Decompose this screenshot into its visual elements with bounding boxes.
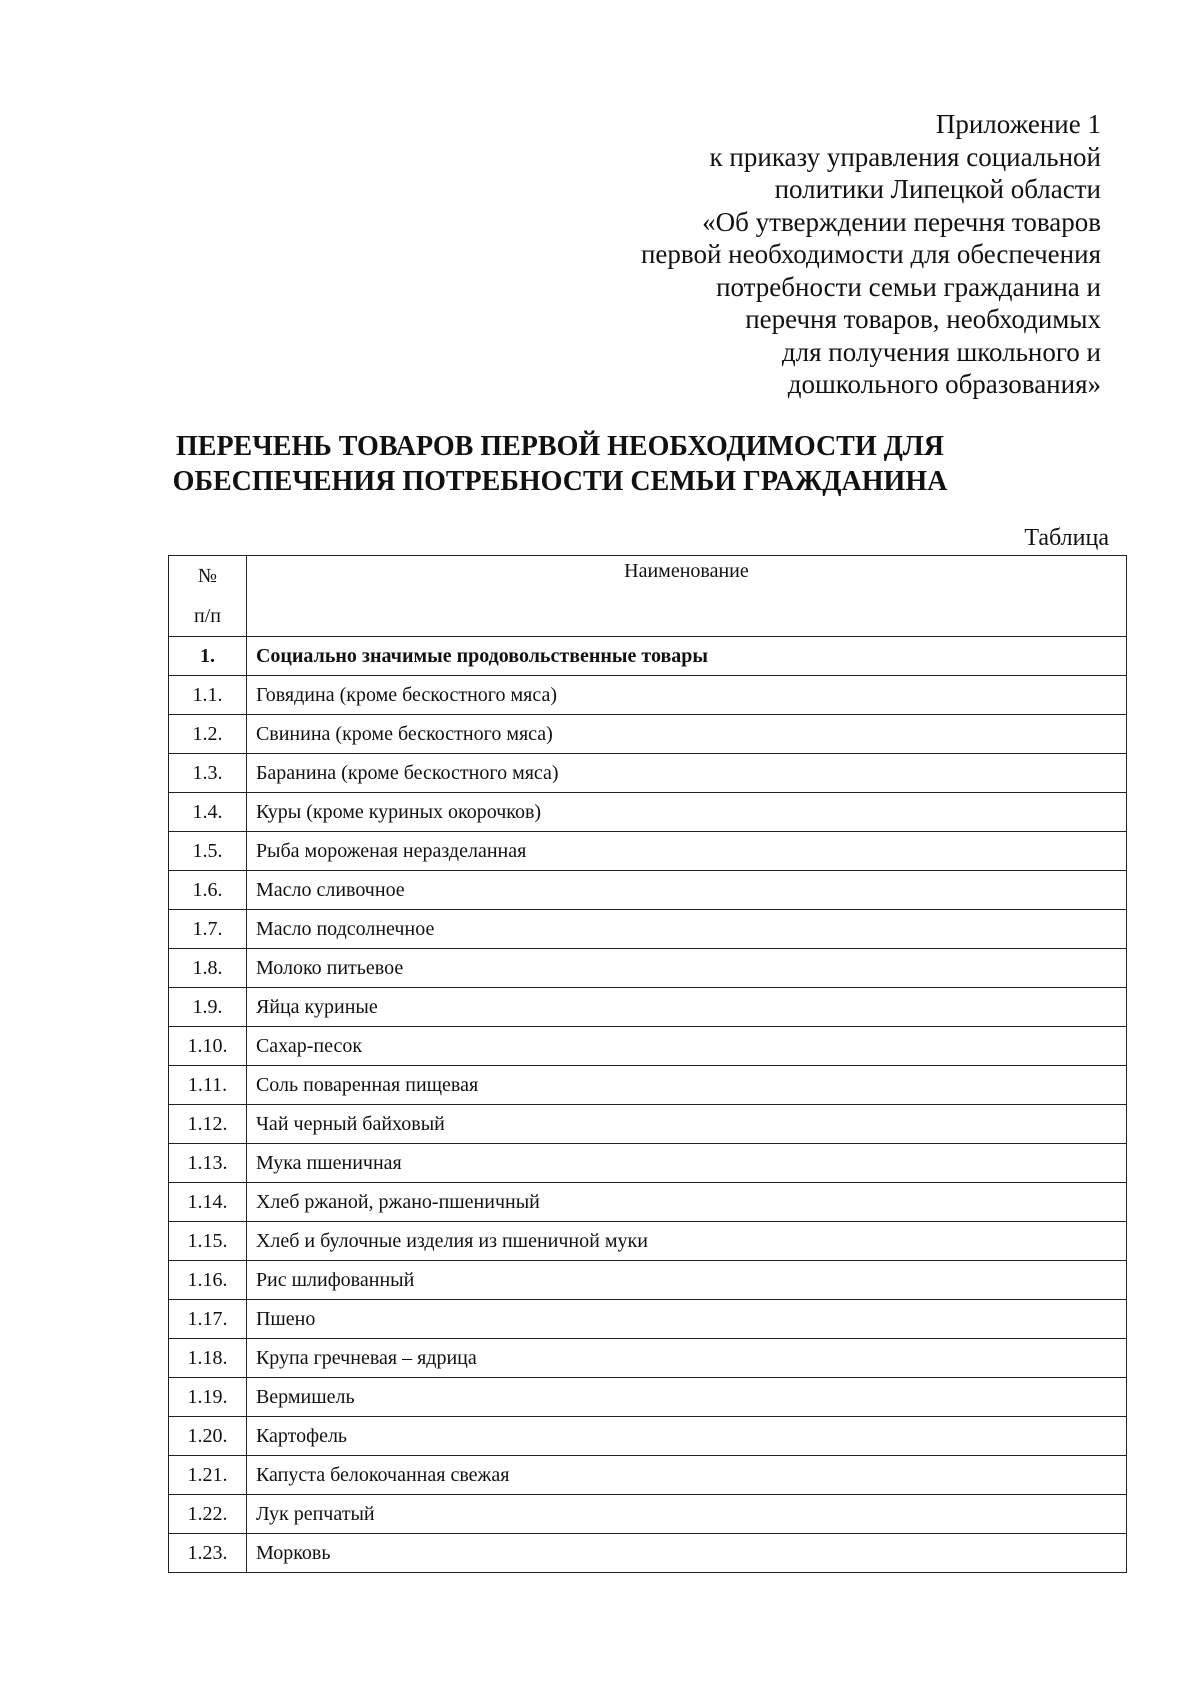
row-name: Свинина (кроме бескостного мяса) — [246, 715, 1126, 754]
table-row — [169, 676, 1127, 715]
table-row — [169, 949, 1127, 988]
appendix-line: для получения школьного и — [781, 336, 1101, 367]
appendix-line: Приложение 1 — [935, 109, 1101, 139]
table-row — [169, 832, 1127, 871]
table-row — [169, 754, 1127, 793]
table-row — [169, 793, 1127, 832]
row-name: Вермишель — [246, 1378, 1126, 1417]
table-row — [169, 1456, 1127, 1495]
appendix-line: «Об утверждении перечня товаров — [702, 206, 1101, 237]
table-row — [169, 1105, 1127, 1144]
row-name: Пшено — [246, 1300, 1126, 1339]
table-row — [169, 871, 1127, 910]
row-number: 1.16. — [169, 1261, 247, 1300]
table-row — [169, 1183, 1127, 1222]
row-number: 1.2. — [169, 715, 247, 754]
header-number-symbol: № — [197, 565, 218, 587]
row-number: 1.7. — [169, 910, 247, 949]
table-row — [169, 910, 1127, 949]
row-number: 1.8. — [169, 949, 247, 988]
table-row — [169, 1378, 1127, 1417]
row-number: 1.4. — [169, 793, 247, 832]
header-name-cell: Наименование — [246, 556, 1126, 637]
row-number: 1.1. — [169, 676, 247, 715]
table-row — [169, 1417, 1127, 1456]
table-row — [169, 1300, 1127, 1339]
appendix-line: к приказу управления социальной — [709, 141, 1101, 172]
table-row — [169, 1027, 1127, 1066]
row-name: Мука пшеничная — [246, 1144, 1126, 1183]
row-number: 1.17. — [169, 1300, 247, 1339]
table-row — [169, 1144, 1127, 1183]
row-name: Масло подсолнечное — [246, 910, 1126, 949]
row-name: Куры (кроме куриных окорочков) — [246, 793, 1126, 832]
row-number: 1.21. — [169, 1456, 247, 1495]
row-number: 1.22. — [169, 1495, 247, 1534]
row-number: 1.19. — [169, 1378, 247, 1417]
row-name: Хлеб и булочные изделия из пшеничной муки — [246, 1222, 1126, 1261]
header-number-abbrev: п/п — [193, 605, 221, 627]
row-name: Говядина (кроме бескостного мяса) — [246, 676, 1126, 715]
appendix-reference — [541, 108, 1101, 401]
row-number: 1.12. — [169, 1105, 247, 1144]
row-number: 1.14. — [169, 1183, 247, 1222]
row-name: Сахар-песок — [246, 1027, 1126, 1066]
table-header-row — [169, 556, 1127, 637]
row-number: 1.13. — [169, 1144, 247, 1183]
appendix-line: перечня товаров, необходимых — [745, 304, 1101, 334]
table-row — [169, 1534, 1127, 1573]
row-name: Соль поваренная пищевая — [246, 1066, 1126, 1105]
row-number: 1.9. — [169, 988, 247, 1027]
table-row — [169, 1222, 1127, 1261]
document-title-line-1: ПЕРЕЧЕНЬ ТОВАРОВ ПЕРВОЙ НЕОБХОДИМОСТИ ДЛЯ — [175, 431, 944, 462]
row-number: 1.10. — [169, 1027, 247, 1066]
row-number: 1.5. — [169, 832, 247, 871]
header-number-cell — [169, 556, 247, 637]
table-row — [169, 715, 1127, 754]
table-row — [169, 1261, 1127, 1300]
goods-table — [168, 555, 1127, 1573]
row-number: 1.3. — [169, 754, 247, 793]
row-name: Баранина (кроме бескостного мяса) — [246, 754, 1126, 793]
row-number: 1. — [169, 637, 247, 676]
document-title-line-2: ОБЕСПЕЧЕНИЯ ПОТРЕБНОСТИ СЕМЬИ ГРАЖДАНИНА — [172, 466, 948, 497]
row-number: 1.15. — [169, 1222, 247, 1261]
row-name: Лук репчатый — [246, 1495, 1126, 1534]
appendix-line: потребности семьи гражданина и — [716, 271, 1101, 302]
document-title — [160, 429, 960, 499]
row-name: Морковь — [246, 1534, 1126, 1573]
table-row — [169, 1339, 1127, 1378]
row-number: 1.11. — [169, 1066, 247, 1105]
row-name: Яйца куриные — [246, 988, 1126, 1027]
row-number: 1.20. — [169, 1417, 247, 1456]
row-name: Масло сливочное — [246, 871, 1126, 910]
row-name: Хлеб ржаной, ржано-пшеничный — [246, 1183, 1126, 1222]
row-number: 1.6. — [169, 871, 247, 910]
row-name: Крупа гречневая – ядрица — [246, 1339, 1126, 1378]
row-number: 1.18. — [169, 1339, 247, 1378]
row-name: Рыба мороженая неразделанная — [246, 832, 1126, 871]
appendix-line: политики Липецкой области — [774, 174, 1101, 204]
table-row — [169, 1066, 1127, 1105]
row-name: Капуста белокочанная свежая — [246, 1456, 1126, 1495]
table-row — [169, 1495, 1127, 1534]
table-section-row — [169, 637, 1127, 676]
appendix-line: первой необходимости для обеспечения — [640, 239, 1101, 269]
table-row — [169, 988, 1127, 1027]
row-number: 1.23. — [169, 1534, 247, 1573]
row-name: Чай черный байховый — [246, 1105, 1126, 1144]
row-name: Рис шлифованный — [246, 1261, 1126, 1300]
appendix-line: дошкольного образования» — [787, 369, 1101, 399]
row-name: Молоко питьевое — [246, 949, 1126, 988]
row-name: Картофель — [246, 1417, 1126, 1456]
row-name: Социально значимые продовольственные товары — [246, 637, 1126, 676]
table-caption: Таблица — [1024, 525, 1109, 551]
